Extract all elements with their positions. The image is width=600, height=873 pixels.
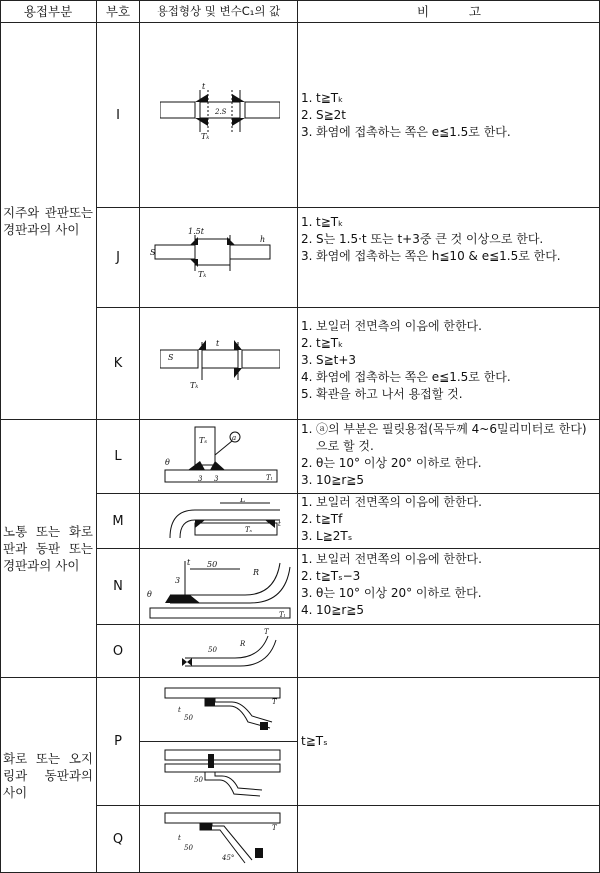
figure-N-label-d3: 3 bbox=[175, 576, 181, 585]
figure-N-label-R: R bbox=[253, 568, 260, 577]
figure-O-label-T: T bbox=[264, 628, 269, 636]
figure-L-label-a: a bbox=[232, 434, 237, 442]
remark-N-1: 1. 보일러 전면쪽의 이음에 한한다. bbox=[301, 552, 482, 566]
figure-Q-label-t: t bbox=[178, 834, 181, 842]
code-N: N bbox=[113, 579, 123, 594]
group-label-ogee-ring: 화로 또는 오지링과 동판과의 사이 bbox=[3, 751, 93, 800]
group-label-stay-tube: 지주와 관판또는경판과의 사이 bbox=[3, 205, 93, 237]
figure-I-weld bbox=[160, 80, 280, 140]
remark-I-3: 3. 화염에 접촉하는 쪽은 e≦1.5로 한다. bbox=[301, 125, 511, 139]
figure-N-label-T: Tₗ bbox=[279, 611, 286, 619]
figure-L-label-T1: Tₛ bbox=[199, 436, 208, 445]
remark-P: t≧Tₛ bbox=[301, 734, 328, 748]
figure-M-label-T: Tₛ bbox=[245, 526, 253, 534]
figure-Q-label-T: T bbox=[272, 824, 277, 832]
remark-M-1: 1. 보일러 전면쪽의 이음에 한한다. bbox=[301, 495, 482, 509]
remark-N-2: 2. t≧Tₛ−3 bbox=[301, 569, 361, 583]
figure-M-label-t: t bbox=[278, 520, 281, 528]
remark-K-1: 1. 보일러 전면측의 이음에 한한다. bbox=[301, 319, 482, 333]
figure-I-label-s: 2.S bbox=[215, 108, 227, 116]
figure-L-label-T2: Tₗ bbox=[266, 474, 273, 482]
figure-J-label-s: S bbox=[150, 248, 156, 257]
figure-M-weld bbox=[160, 498, 285, 546]
figure-J-label-d: 1.5t bbox=[188, 227, 204, 236]
figure-K-label-T: Tₖ bbox=[190, 381, 199, 390]
figure-N-weld bbox=[145, 553, 295, 621]
figure-Q-label-deg: 45° bbox=[222, 854, 235, 862]
code-Q: Q bbox=[112, 832, 124, 847]
figure-Q-label-d50: 50 bbox=[184, 844, 193, 852]
remark-L-3: 3. 10≧r≧5 bbox=[301, 473, 364, 487]
figure-N-label-t: t bbox=[187, 558, 191, 567]
figure-P-label-T: T bbox=[272, 698, 277, 706]
figure-P-label-t: t bbox=[178, 706, 181, 714]
remarks-K bbox=[298, 318, 598, 403]
code-P: P bbox=[114, 734, 122, 749]
remark-K-5: 5. 확관을 하고 나서 용접할 것. bbox=[301, 387, 463, 401]
code-J: J bbox=[116, 250, 120, 265]
figure-M-label-L: L bbox=[240, 498, 246, 504]
figure-P-weld-upper bbox=[160, 684, 285, 736]
figure-O-weld bbox=[170, 628, 280, 674]
figure-K-weld bbox=[160, 330, 280, 390]
remark-J-2: 2. S는 1.5·t 또는 t+3중 큰 것 이상으로 한다. bbox=[301, 232, 544, 246]
remarks-L bbox=[298, 421, 598, 489]
remark-L-1: 1. ⓐ의 부분은 필릿용접(목두께 4~6밀리미터로 한다)으로 할 것. bbox=[301, 422, 587, 453]
figure-J-weld bbox=[150, 225, 275, 280]
remark-I-2: 2. S≧2t bbox=[301, 108, 347, 122]
code-L: L bbox=[114, 449, 122, 464]
figure-O-label-R: R bbox=[240, 640, 246, 648]
remarks-J bbox=[298, 214, 598, 265]
remark-J-1: 1. t≧Tₖ bbox=[301, 215, 344, 229]
remark-N-3: 3. θ는 10° 이상 20° 이하로 한다. bbox=[301, 586, 482, 600]
group-label-furnace-shell: 노통 또는 화로판과 동판 또는 경판과의 사이 bbox=[3, 524, 93, 573]
figure-K-label-t: t bbox=[216, 339, 220, 348]
remark-K-2: 2. t≧Tₖ bbox=[301, 336, 344, 350]
figure-J-label-T: Tₖ bbox=[198, 270, 207, 279]
remark-J-3: 3. 화염에 접촉하는 쪽은 h≦10 & e≦1.5로 한다. bbox=[301, 249, 561, 263]
figure-P-label-d50-lower: 50 bbox=[194, 776, 203, 784]
code-O: O bbox=[112, 643, 124, 659]
code-I: I bbox=[116, 107, 120, 123]
code-K: K bbox=[113, 356, 123, 371]
figure-Q-weld bbox=[160, 808, 285, 870]
remarks-I bbox=[298, 90, 598, 141]
remarks-N bbox=[298, 551, 598, 619]
figure-P-label-d50: 50 bbox=[184, 714, 193, 722]
remark-L-2: 2. θ는 10° 이상 20° 이하로 한다. bbox=[301, 456, 482, 470]
remark-M-3: 3. L≧2Tₛ bbox=[301, 529, 353, 543]
figure-I-label-T: Tₖ bbox=[201, 132, 210, 140]
remarks-M bbox=[298, 494, 598, 545]
figure-K-label-s: S bbox=[168, 353, 174, 362]
figure-L-label-theta: θ bbox=[165, 458, 170, 467]
figure-N-label-d50: 50 bbox=[207, 560, 218, 569]
header-code: 부호 bbox=[105, 3, 131, 19]
figure-L-label-dim2: 3 bbox=[214, 475, 219, 483]
figure-L-weld bbox=[160, 425, 285, 487]
header-shape: 용접형상 및 변수C₁의 값 bbox=[156, 3, 281, 18]
figure-P-weld-lower bbox=[160, 746, 285, 802]
remark-M-2: 2. t≧Tf bbox=[301, 512, 343, 526]
figure-N-label-theta: θ bbox=[147, 590, 152, 599]
figure-J-label-h: h bbox=[260, 235, 266, 244]
header-part: 용접부분 bbox=[23, 3, 73, 19]
figure-L-label-dim1: 3 bbox=[198, 475, 203, 483]
remark-I-1: 1. t≧Tₖ bbox=[301, 91, 344, 105]
remark-K-4: 4. 화염에 접촉하는 쪽은 e≦1.5로 한다. bbox=[301, 370, 511, 384]
remark-N-4: 4. 10≧r≧5 bbox=[301, 603, 364, 617]
figure-O-label-d50: 50 bbox=[208, 646, 217, 654]
remark-K-3: 3. S≧t+3 bbox=[301, 353, 357, 367]
figure-I-label-t: t bbox=[202, 82, 206, 91]
header-remarks: 비 고 bbox=[417, 3, 481, 19]
code-M: M bbox=[112, 513, 124, 529]
